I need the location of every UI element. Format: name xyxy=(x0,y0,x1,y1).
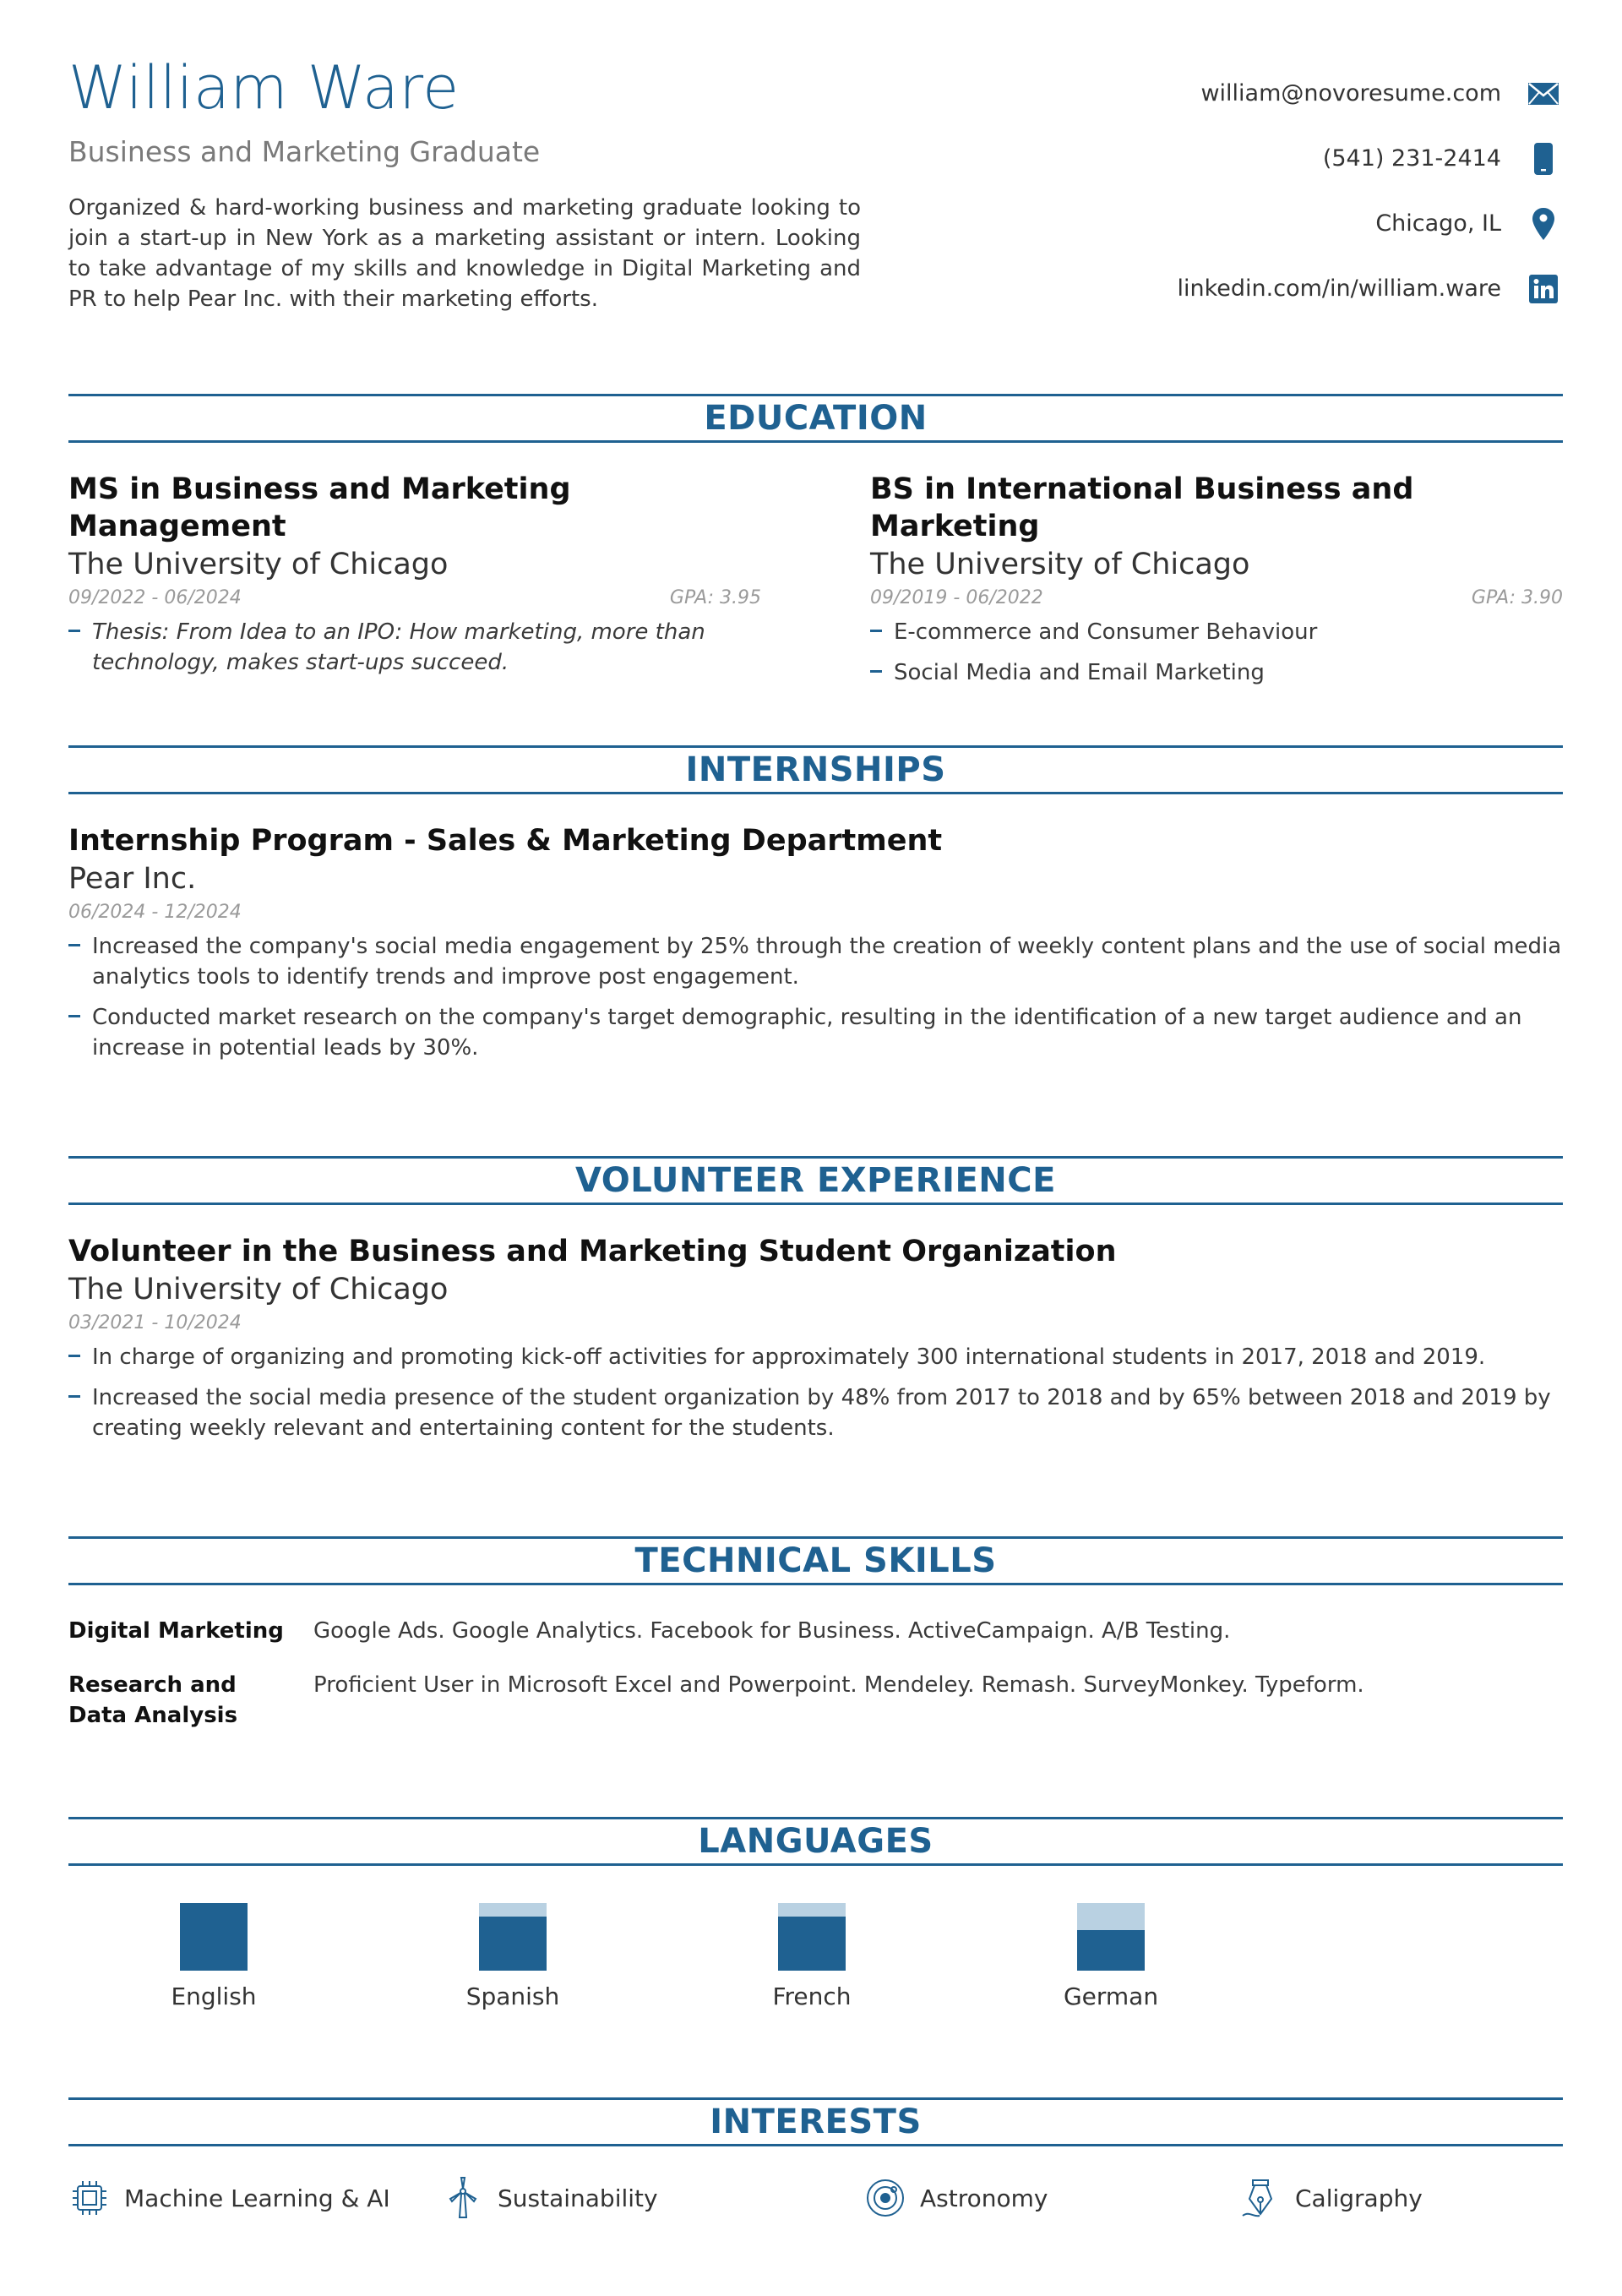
internship-dates: 06/2024 - 12/2024 xyxy=(68,902,242,924)
education-dates: 09/2019 - 06/2022 xyxy=(870,587,1043,608)
education-bullet: Social Media and Email Marketing xyxy=(870,657,1563,688)
contact-email[interactable] xyxy=(967,61,1559,126)
education-dates: 09/2022 - 06/2024 xyxy=(68,587,242,608)
languages-section xyxy=(68,1817,1563,2038)
language-item xyxy=(1026,1903,1195,2010)
skill-row xyxy=(68,1616,1563,1646)
language-item xyxy=(129,1903,298,2010)
volunteer-title: Volunteer in the Business and Marketing Student Organization xyxy=(68,1235,1117,1268)
interest-item xyxy=(442,2177,658,2219)
interests-section xyxy=(68,2097,1563,2236)
linkedin-icon xyxy=(1528,274,1559,304)
interest-item xyxy=(68,2177,390,2219)
linkedin-text[interactable]: linkedin.com/in/william.ware xyxy=(1177,275,1501,302)
language-list xyxy=(68,1903,1563,2038)
interests-heading: INTERESTS xyxy=(710,2102,922,2141)
pen-nib-icon xyxy=(1239,2177,1282,2219)
interest-label: Sustainability xyxy=(498,2184,658,2212)
organization-name: The University of Chicago xyxy=(68,1272,449,1306)
contact-location xyxy=(967,191,1559,256)
candidate-title: Business and Marketing Graduate xyxy=(68,135,541,168)
interest-label: Astronomy xyxy=(920,2184,1048,2212)
internship-bullet: Increased the company's social media engagement by 25% through the creation of weekly content plans and the use of social media analytics tools to identify trends and improve post engagement. xyxy=(68,931,1563,992)
education-gpa: GPA: 3.95 xyxy=(669,587,761,608)
school-name: The University of Chicago xyxy=(870,547,1250,581)
location-pin-icon xyxy=(1528,209,1559,239)
section-header xyxy=(68,1156,1563,1205)
chip-icon xyxy=(68,2177,111,2219)
language-level-bar xyxy=(1077,1903,1145,1971)
language-name: French xyxy=(772,1982,852,2010)
section-header xyxy=(68,394,1563,443)
phone-text[interactable]: (541) 231-2414 xyxy=(1322,145,1501,172)
education-gpa: GPA: 3.90 xyxy=(1471,587,1563,608)
language-item xyxy=(727,1903,896,2010)
planet-icon xyxy=(864,2177,906,2219)
summary: Organized & hard-working business and marketing graduate looking to join a start-up in New York as a marketing assistant or intern. Looking to take advantage of my skills and knowledge in Digital Marketing and PR to help Pear Inc. with their marketing efforts. xyxy=(68,195,861,312)
phone-icon xyxy=(1528,144,1559,174)
section-header xyxy=(68,1817,1563,1866)
section-header xyxy=(68,745,1563,794)
wind-turbine-icon xyxy=(442,2177,484,2219)
location-text: Chicago, IL xyxy=(1375,210,1501,237)
candidate-name: William Ware xyxy=(68,53,460,123)
contact-phone[interactable] xyxy=(967,126,1559,191)
internships-section xyxy=(68,745,1563,1073)
envelope-icon xyxy=(1528,79,1559,109)
education-section xyxy=(68,394,1563,698)
company-name: Pear Inc. xyxy=(68,861,197,896)
degree-title: MS in Business and Marketing Management xyxy=(68,472,571,543)
volunteer-dates: 03/2021 - 10/2024 xyxy=(68,1312,242,1334)
interest-label: Machine Learning & AI xyxy=(124,2184,390,2212)
education-heading: EDUCATION xyxy=(704,399,928,438)
skill-category: Digital Marketing xyxy=(68,1618,284,1644)
language-name: English xyxy=(171,1982,257,2010)
email-text[interactable]: william@novoresume.com xyxy=(1200,80,1501,106)
degree-title: BS in International Business and Marketing xyxy=(870,472,1414,543)
language-level-bar xyxy=(180,1903,248,1971)
internship-title: Internship Program - Sales & Marketing Department xyxy=(68,824,943,858)
skill-category: Research and Data Analysis xyxy=(68,1672,238,1728)
education-entry xyxy=(870,472,1563,698)
contact-linkedin[interactable] xyxy=(967,256,1559,321)
contact-list xyxy=(967,61,1559,321)
language-level-bar xyxy=(479,1903,547,1971)
language-name: Spanish xyxy=(465,1982,560,2010)
volunteer-bullet: In charge of organizing and promoting kick-off activities for approximately 300 international students in 2017, 2018 and 2019. xyxy=(68,1342,1563,1372)
skills-section xyxy=(68,1536,1563,1731)
volunteer-bullet: Increased the social media presence of the student organization by 48% from 2017 to 2018 and by 65% between 2018 and 2019 by creating weekly relevant and entertaining content for the students. xyxy=(68,1383,1563,1443)
internship-bullet: Conducted market research on the company's target demographic, resulting in the identification of a new target audience and an increase in potential leads by 30%. xyxy=(68,1002,1563,1063)
internships-heading: INTERNSHIPS xyxy=(685,750,946,789)
skill-row xyxy=(68,1670,1563,1731)
skill-list: Google Ads. Google Analytics. Facebook for Business. ActiveCampaign. A/B Testing. xyxy=(313,1618,1231,1644)
education-entry xyxy=(68,472,761,698)
interest-item xyxy=(1239,2177,1423,2219)
school-name: The University of Chicago xyxy=(68,547,449,581)
interest-list xyxy=(68,2177,1563,2236)
volunteer-heading: VOLUNTEER EXPERIENCE xyxy=(575,1161,1056,1200)
language-name: German xyxy=(1063,1982,1159,2010)
interest-label: Caligraphy xyxy=(1295,2184,1423,2212)
section-header xyxy=(68,2097,1563,2146)
language-level-bar xyxy=(778,1903,846,1971)
languages-heading: LANGUAGES xyxy=(698,1822,933,1861)
language-item xyxy=(428,1903,597,2010)
interest-item xyxy=(864,2177,1048,2219)
education-bullet: E-commerce and Consumer Behaviour xyxy=(870,617,1563,647)
section-header xyxy=(68,1536,1563,1585)
volunteer-section xyxy=(68,1156,1563,1453)
skills-heading: TECHNICAL SKILLS xyxy=(634,1541,997,1580)
skill-list: Proficient User in Microsoft Excel and Powerpoint. Mendeley. Remash. SurveyMonkey. Typeform. xyxy=(313,1672,1364,1698)
education-bullet: Thesis: From Idea to an IPO: How marketing, more than technology, makes start-ups succeed. xyxy=(68,617,761,678)
